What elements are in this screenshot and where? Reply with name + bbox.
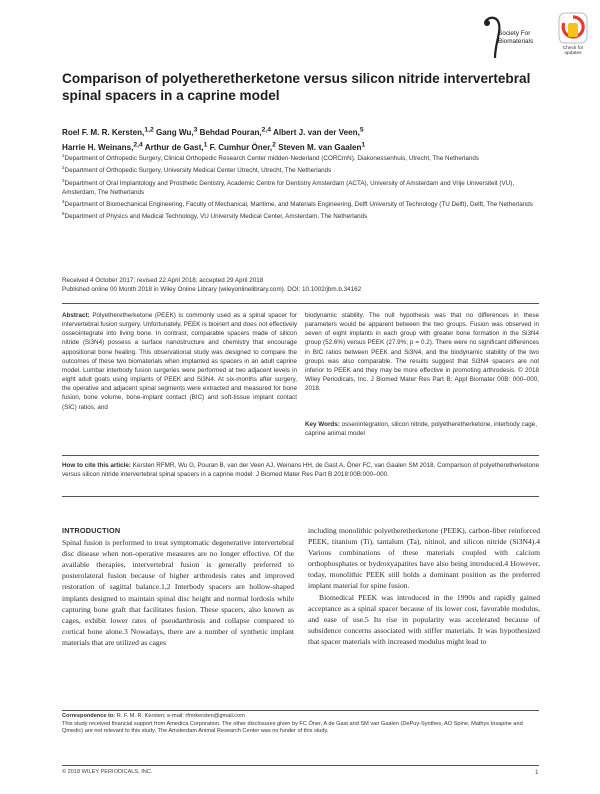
keywords-label: Key Words: — [305, 421, 340, 428]
footnote-divider — [62, 710, 539, 711]
paragraph: Spinal fusion is performed to treat symptomatic degenerative intervertebral disc disease when non-operative measures are no longer effective. Of the available therapies, intervertebral fusion is generally preferred to posterolateral fusion because of higher arthrodesis rates and improved restoration of sagittal balance.1,2 Interbody spacers are hollow-shaped implants designed to maintain spinal disc height and normal lordosis while capturing bone graft that facilitates fusion. These spacers, also known as cages, exhibit lower rates of pseudarthrosis and collapse compared to cortical bone alone.3 Nowadays, there are a number of synthetic implant materials that are utilized as cages — [62, 538, 294, 647]
author-list — [62, 124, 542, 154]
body-right-column — [308, 525, 540, 647]
correspondence: Correspondence to: R. F. M. R. Kersten; e-mail: rfmrkersten@gmail.com — [62, 713, 245, 719]
author: Gang Wu,$^3$ — [155, 126, 198, 137]
abstract-bottom-divider — [62, 455, 539, 456]
abstract-text-right: biodynamic stability. The null hypothesis was that no differences in these parameters would be apparent between the two groups. Fusion was observed in seven of eight implants in each group with greater bone formation in the Si3N4 group (52.6%) versus PEEK (27.9%; p = 0.2). There were no significant differences in BIC ratios between PEEK and Si3N4, and the biodynamic stability of the two groups was also comparable. The results suggest that Si3N4 spacers are not inferior to PEEK and they may be more effective in promoting arthrodesis. © 2018 Wiley Periodicals, Inc. J Biomed Mater Res Part B: Appl Biomater 00B: 000–000, 2018. — [305, 312, 539, 393]
abstract-left-column — [62, 311, 297, 412]
funding-statement: This study received financial support from Amedica Corporation. The other disclosures given by FC Öner, A de Gast and SM van Gaalen (DePuy-Synthes, AO Spine, Mathys Insapine and Qmedic) are not relevant to this study. The Amsterdam Animal Research Center was no funder of this study. — [62, 720, 523, 735]
author: Steven M. van Gaalen$^1$ — [278, 141, 366, 152]
author: Harrie H. Weinans,$^{2,4}$ — [62, 141, 143, 152]
paragraph: including monolithic polyetheretherketone (PEEK), carbon-fiber reinforced PEEK, titanium (Ti), tantalum (Ta), nitinol, and silicon nitride (Si3N4).4 Various combinations of these materials coupled with calcium orthophosphates or hydroxyapatites have also being introduced.4 However, today, monolithic PEEK still holds a dominant position as the preferred implant material for spine fusion. — [308, 526, 540, 591]
footnotes — [62, 713, 539, 736]
citation-text: Kersten RFMR, Wu G, Pouran B, van der Veen AJ, Weinans HH, de Gast A, Öner FC, van Gaalen SM 2018. Comparison of polyetheretherketone versus silicon nitride intervertebral spinal spacers in a caprine model. J Biomed Mater Res Part B 2018:00B:000–000. — [62, 462, 540, 479]
citation-label: How to cite this article: — [62, 462, 132, 469]
author: Behdad Pouran,$^{2,4}$ — [199, 126, 272, 137]
keywords — [305, 420, 539, 438]
author: Albert J. van der Veen,$^5$ — [273, 126, 364, 137]
received-dates: Received 4 October 2017; revised 22 April 2018; accepted 29 April 2018 — [62, 277, 264, 284]
article-title: Comparison of polyetheretherketone versus silicon nitride intervertebral spinal spacers in a caprine model — [62, 71, 531, 103]
copyright: © 2018 WILEY PERIODICALS, INC. — [62, 769, 153, 775]
keywords-text: osseointegration, silicon nitride, polyetheretherketone, interbody cage, caprine animal model — [305, 421, 537, 438]
affiliation: $^1$Department of Orthopedic Surgery, Clinical Orthopedic Research Center midden-Nederland (CORCmN), Diakonessenhuis, Utrecht, The Netherlands — [62, 153, 480, 163]
affiliation: $^2$Department of Orthopedic Surgery, University Medical Center Utrecht, Utrecht, The Netherlands — [62, 165, 332, 175]
paragraph: Biomedical PEEK was introduced in the 1990s and rapidly gained acceptance as a spinal spacer because of its lower cost, favorable modulus, and ease of use.5 Its rise in popularity was accelerated because of subsidence concerns associated with stiffer materials. It was hypothesized that spacer materials with increased modulus might lead to — [308, 592, 540, 646]
body-top-divider — [62, 496, 539, 497]
page-number: 1 — [535, 769, 539, 776]
affiliation: $^5$Department of Physics and Medical Technology, VU University Medical Center, Amsterdam, The Netherlands — [62, 211, 368, 221]
check-for-updates-button[interactable] — [556, 12, 590, 72]
page-footer-divider — [62, 765, 539, 766]
affiliations — [62, 151, 542, 222]
author: Roel F. M. R. Kersten,$^{1,2}$ — [62, 126, 154, 137]
abstract-top-divider — [62, 303, 539, 304]
author: Arthur de Gast,$^1$ — [144, 141, 208, 152]
author: F. Cumhur Öner,$^2$ — [209, 141, 276, 152]
abstract-right-column — [305, 311, 539, 393]
check-updates-label: Check for updates — [562, 46, 584, 57]
body-left-column — [62, 525, 294, 648]
abstract-label: Abstract: — [62, 312, 90, 319]
published-info: Published online 00 Month 2018 in Wiley Online Library (wileyonlinelibrary.com). DOI: 10.1002/jbm.b.34162 — [62, 286, 362, 294]
section-heading: INTRODUCTION — [62, 526, 121, 535]
society-name: Society For Biomaterials — [498, 30, 534, 45]
citation — [62, 461, 539, 479]
affiliation: $^4$Department of Biomechanical Engineering, Faculty of Mechanical, Maritime, and Materials Engineering, Delft University of Technology (TU Delft), Delft, The Netherlands — [62, 199, 533, 209]
affiliation: $^3$Department of Oral Implantology and Prosthetic Dentistry, Academic Centre for Dentistry Amsterdam (ACTA), University of Amsterdam and Vrije Universiteit (VU), Amsterdam, The Netherlands — [62, 177, 515, 196]
publication-dates — [62, 276, 542, 294]
abstract-text-left: Polyetheretherketone (PEEK) is commonly used as a spinal spacer for intervertebral fusion surgery. Unfortunately, PEEK is bioinert and does not effectively osseointegrate into living bone. In contrast, comparable spacers made of silicon nitride (Si3N4) possess a surface nanostructure and chemistry that encourage appositional bone healing. This observational study was designed to compare the outcomes of these two biomaterials when implanted as spacers in an adult caprine model. Lumbar interbody fusion surgeries were performed at two adjacent levels in eight adult goats using implants of PEEK and Si3N4. At six-months after surgery, the operative and adjacent spinal segments were extracted and measured for bone fusion, bone volume, bone-implant contact (BIC) and soft-tissue implant contact (SIC) ratios, and — [62, 312, 298, 411]
